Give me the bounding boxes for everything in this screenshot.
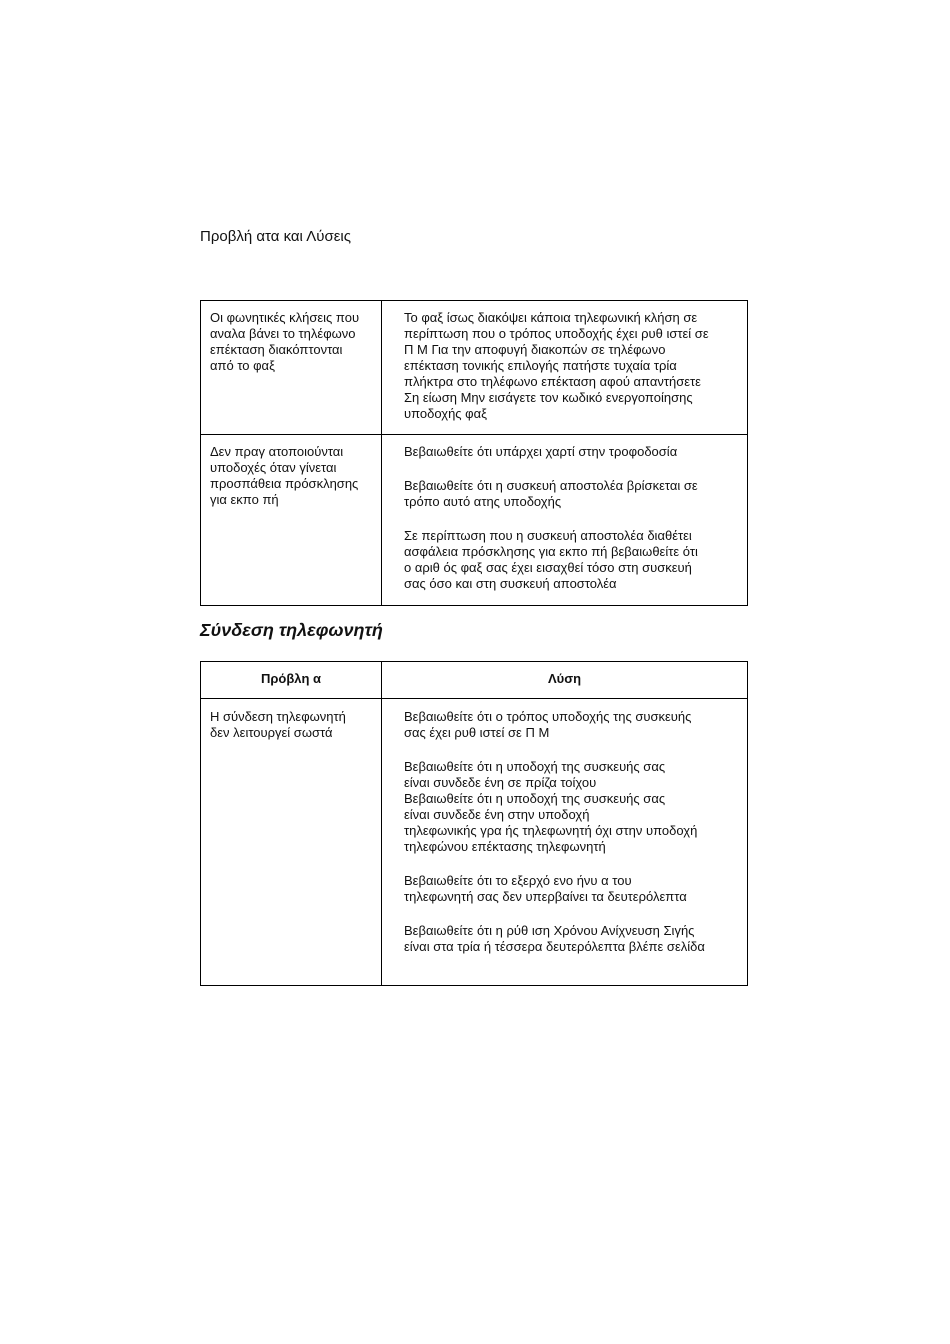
problem-cell: Οι φωνητικές κλήσεις που αναλα βάνει το τηλέφωνο επέκταση διακόπτονται από το φαξ <box>201 301 382 434</box>
column-header-solution: Λύση <box>547 671 582 686</box>
table-header-row <box>201 662 747 698</box>
solution-text: Βεβαιωθείτε ότι το εξερχό ενο ήνυ α του τηλεφωνητή σας δεν υπερβαίνει τα δευτερόλεπτα <box>404 873 687 904</box>
table-row <box>201 434 747 605</box>
troubleshooting-table-fax <box>200 300 748 606</box>
solution-cell <box>382 435 747 605</box>
solution-cell <box>382 301 747 434</box>
solution-text: Βεβαιωθείτε ότι υπάρχει χαρτί στην τροφοδοσία <box>404 444 678 459</box>
column-header-problem: Πρόβλη α <box>201 662 382 698</box>
section-heading: Σύνδεση τηλεφωνητή <box>200 620 383 640</box>
troubleshooting-table-answering-machine <box>200 661 748 986</box>
solution-text: Βεβαιωθείτε ότι η υποδοχή της συσκευής σας είναι συνδεδε ένη σε πρίζα τοίχου Βεβαιωθείτε ότι η υποδοχή της συσκευής σας είναι συνδεδε ένη στην υποδοχή τηλεφωνικής γρα ής τηλεφωνητή όχι στην υποδοχή τηλεφώνου επέκτασης τηλεφωνητή <box>404 759 698 854</box>
problem-cell: Η σύνδεση τηλεφωνητή δεν λειτουργεί σωστά <box>201 699 382 985</box>
solution-text: Βεβαιωθείτε ότι η ρύθ ιση Χρόνου Ανίχνευση Σιγής είναι στα τρία ή τέσσερα δευτερόλεπτα βλέπε σελίδα <box>404 923 705 954</box>
solution-text: Σε περίπτωση που η συσκευή αποστολέα διαθέτει ασφάλεια πρόσκλησης για εκπο πή βεβαιωθείτε ότι ο αριθ ός φαξ σας έχει εισαχθεί τόσο στη συσκευή σας όσο και στη συσκευή αποστολέα <box>404 528 698 591</box>
problem-cell: Δεν πραγ ατοποιούνται υποδοχές όταν γίνεται προσπάθεια πρόσκλησης για εκπο πή <box>201 435 382 605</box>
solution-text: Βεβαιωθείτε ότι ο τρόπος υποδοχής της συσκευής σας έχει ρυθ ιστεί σε Π Μ <box>404 709 692 740</box>
solution-text: Το φαξ ίσως διακόψει κάποια τηλεφωνική κλήση σε περίπτωση που ο τρόπος υποδοχής έχει ρυθ ιστεί σε Π Μ Για την αποφυγή διακοπών σε τηλέφωνο επέκταση τονικής επιλογής πατήστε τυχαία τρία πλήκτρα στο τηλέφωνο επέκταση αφού απαντήσετε Ση είωση Μην εισάγετε τον κωδικό ενεργοποίησης υποδοχής φαξ <box>404 310 709 421</box>
solution-cell <box>382 699 747 985</box>
solution-text: Βεβαιωθείτε ότι η συσκευή αποστολέα βρίσκεται σε τρόπο αυτό ατης υποδοχής <box>404 478 698 509</box>
table-row <box>201 698 747 985</box>
table-row <box>201 301 747 434</box>
running-header: Προβλή ατα και Λύσεις <box>200 228 351 245</box>
